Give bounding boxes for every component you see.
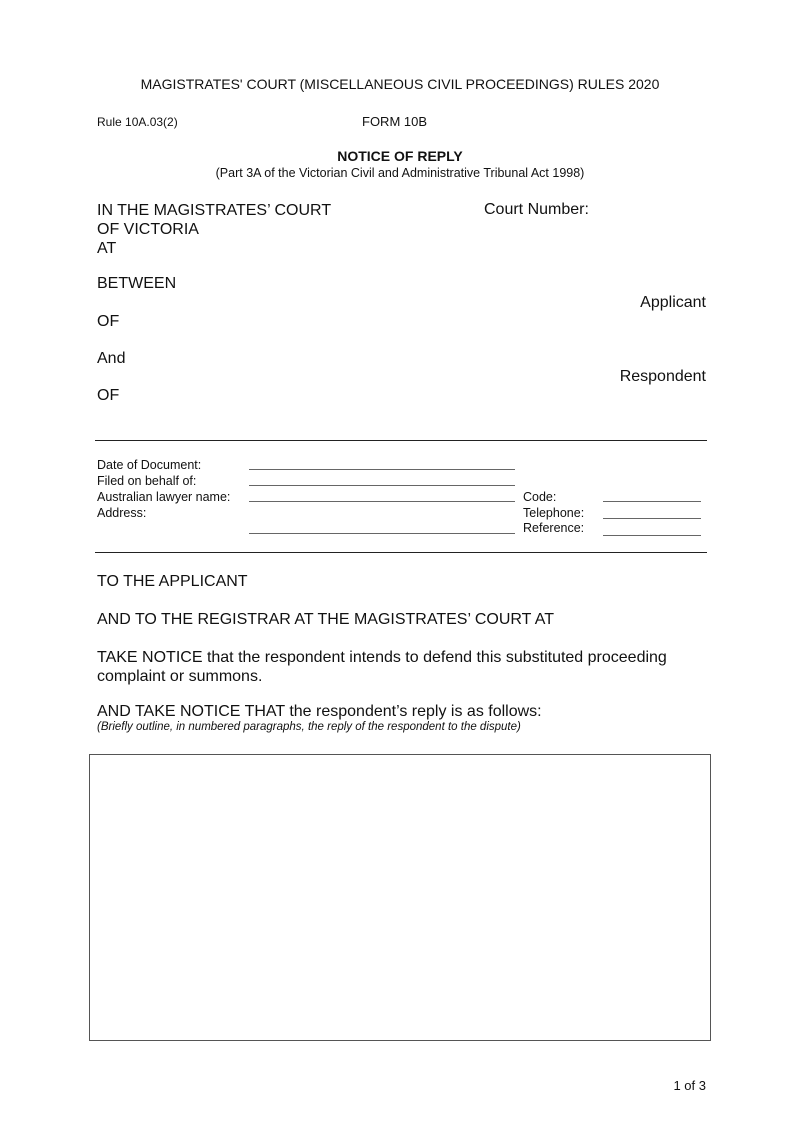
applicant-of-label: OF xyxy=(97,313,120,330)
take-notice-paragraph: TAKE NOTICE that the respondent intends to defend this substituted proceeding complaint or summons. xyxy=(97,649,667,685)
applicant-label: Applicant xyxy=(640,294,706,311)
to-registrar: AND TO THE REGISTRAR AT THE MAGISTRATES’ COURT AT xyxy=(97,611,554,628)
court-line-1: IN THE MAGISTRATES’ COURT xyxy=(97,202,332,219)
reply-text-area[interactable] xyxy=(89,754,711,1041)
court-line-2: OF VICTORIA xyxy=(97,221,199,238)
lawyer-name-label: Australian lawyer name: xyxy=(97,490,231,504)
code-label: Code: xyxy=(523,490,557,504)
to-applicant: TO THE APPLICANT xyxy=(97,573,248,590)
document-subtitle: (Part 3A of the Victorian Civil and Administrative Tribunal Act 1998) xyxy=(215,166,585,180)
between-label: BETWEEN xyxy=(97,275,177,292)
telephone-label: Telephone: xyxy=(523,506,585,520)
address-field[interactable] xyxy=(249,533,515,534)
filed-on-behalf-label: Filed on behalf of: xyxy=(97,474,197,488)
page-number: 1 of 3 xyxy=(673,1078,706,1093)
form-number: FORM 10B xyxy=(362,114,428,129)
date-of-document-label: Date of Document: xyxy=(97,458,202,472)
divider-bottom xyxy=(95,552,707,553)
respondent-of-label: OF xyxy=(97,387,120,404)
reply-instructions: (Briefly outline, in numbered paragraphs, the reply of the respondent to the dispute) xyxy=(97,721,521,733)
address-label: Address: xyxy=(97,506,147,520)
lawyer-name-field[interactable] xyxy=(249,501,515,502)
document-title: NOTICE OF REPLY xyxy=(337,148,463,164)
court-block xyxy=(97,201,331,258)
court-line-3: AT xyxy=(97,240,117,257)
date-of-document-field[interactable] xyxy=(249,469,515,470)
reference-field[interactable] xyxy=(603,535,701,536)
respondent-label: Respondent xyxy=(619,368,706,385)
reference-label: Reference: xyxy=(523,521,585,535)
rule-reference: Rule 10A.03(2) xyxy=(97,115,178,129)
divider-top xyxy=(95,440,707,441)
court-number-label: Court Number: xyxy=(484,201,589,218)
filed-on-behalf-field[interactable] xyxy=(249,485,515,486)
and-label: And xyxy=(97,350,126,367)
code-field[interactable] xyxy=(603,501,701,502)
reply-intro: AND TAKE NOTICE THAT the respondent’s reply is as follows: xyxy=(97,703,542,720)
rules-title: MAGISTRATES' COURT (MISCELLANEOUS CIVIL PROCEEDINGS) RULES 2020 xyxy=(140,76,660,92)
telephone-field[interactable] xyxy=(603,518,701,519)
